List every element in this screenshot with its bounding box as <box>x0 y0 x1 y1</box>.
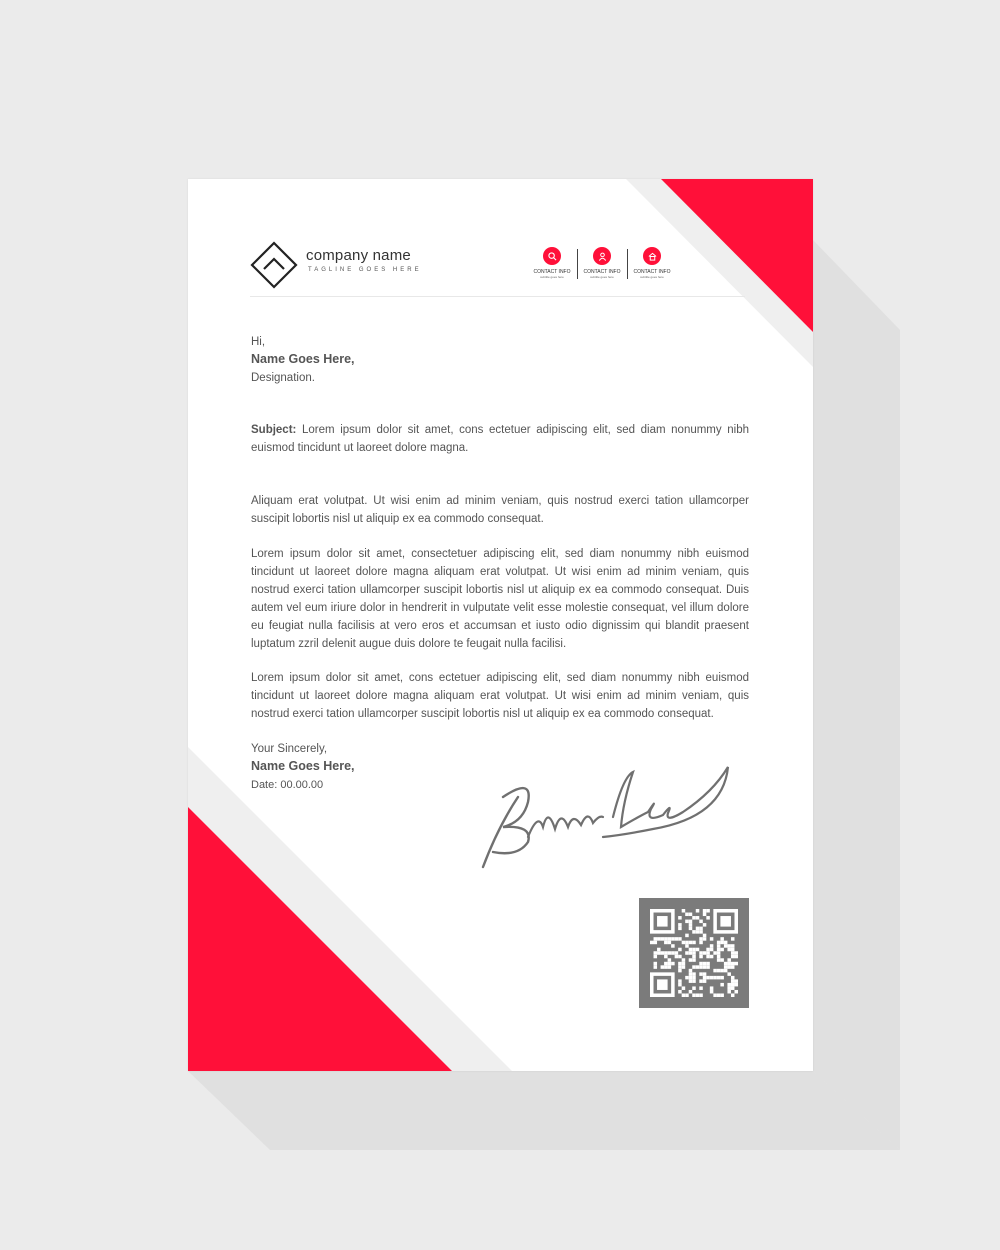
body-paragraph-1: Aliquam erat volutpat. Ut wisi enim ad minim veniam, quis nostrud exerci tation ullamcorper suscipit lobortis nisl ut aliquip ex ea commodo consequat. <box>251 495 749 525</box>
letterhead-sheet <box>188 179 813 1071</box>
search-icon <box>543 247 561 265</box>
recipient-name: Name Goes Here, <box>251 352 355 366</box>
home-icon <box>643 247 661 265</box>
body-paragraph-2: Lorem ipsum dolor sit amet, consectetuer adipiscing elit, sed diam nonummy nibh euismod tincidunt ut laoreet dolore magna aliquam erat volutpat. Ut wisi enim ad minim veniam, quis nostrud exerci tation ullamcorper suscipit lobortis nisl ut aliquip ex ea commodo consequat. Duis autem vel eum iriure dolor in hendrerit in vulputate velit esse molestie consequat, vel illum dolore eu feugiat nulla facilisis at vero eros et accumsan et iusto odio dignissim qui blandit praesent luptatum zzril delenit augue duis dolore te feugait nulla facilisi. <box>251 548 749 650</box>
company-tagline: TAGLINE GOES HERE <box>308 267 422 273</box>
recipient-designation: Designation. <box>251 372 315 384</box>
subject-label: Subject: <box>251 424 297 436</box>
company-logo-icon <box>250 241 298 289</box>
header-divider <box>250 296 745 297</box>
letter-date: Date: 00.00.00 <box>251 779 324 791</box>
subject-text: Lorem ipsum dolor sit amet, cons ectetuer adipiscing elit, sed diam nonummy nibh euismod tincidunt ut laoreet dolore magna. <box>251 424 749 454</box>
body-paragraph-3: Lorem ipsum dolor sit amet, cons ectetuer adipiscing elit, sed diam nonummy nibh euismod tincidunt ut laoreet dolore magna aliquam erat volutpat. Ut wisi enim ad minim veniam, quis nostrud exerci tation ullamcorper suscipit lobortis nisl ut aliquip ex ea commodo consequat. <box>251 672 749 720</box>
signature-image <box>473 757 753 877</box>
qr-code <box>639 898 749 1008</box>
closing: Your Sincerely, <box>251 743 328 755</box>
contact-label-2: CONTACT INFO <box>583 269 621 275</box>
contact-info-3[interactable] <box>627 247 677 279</box>
contact-sub-2: subtitle goes here <box>590 275 614 279</box>
contact-label-3: CONTACT INFO <box>633 269 671 275</box>
contact-sub-1: subtitle goes here <box>540 275 564 279</box>
contact-sub-3: subtitle goes here <box>640 275 664 279</box>
contact-info-2[interactable] <box>577 247 627 279</box>
user-icon <box>593 247 611 265</box>
contact-label-1: CONTACT INFO <box>533 269 571 275</box>
company-name: company name <box>306 247 411 264</box>
sender-name: Name Goes Here, <box>251 759 355 773</box>
contact-info-1[interactable] <box>527 247 577 279</box>
greeting: Hi, <box>251 336 266 348</box>
subject-line <box>251 421 749 457</box>
